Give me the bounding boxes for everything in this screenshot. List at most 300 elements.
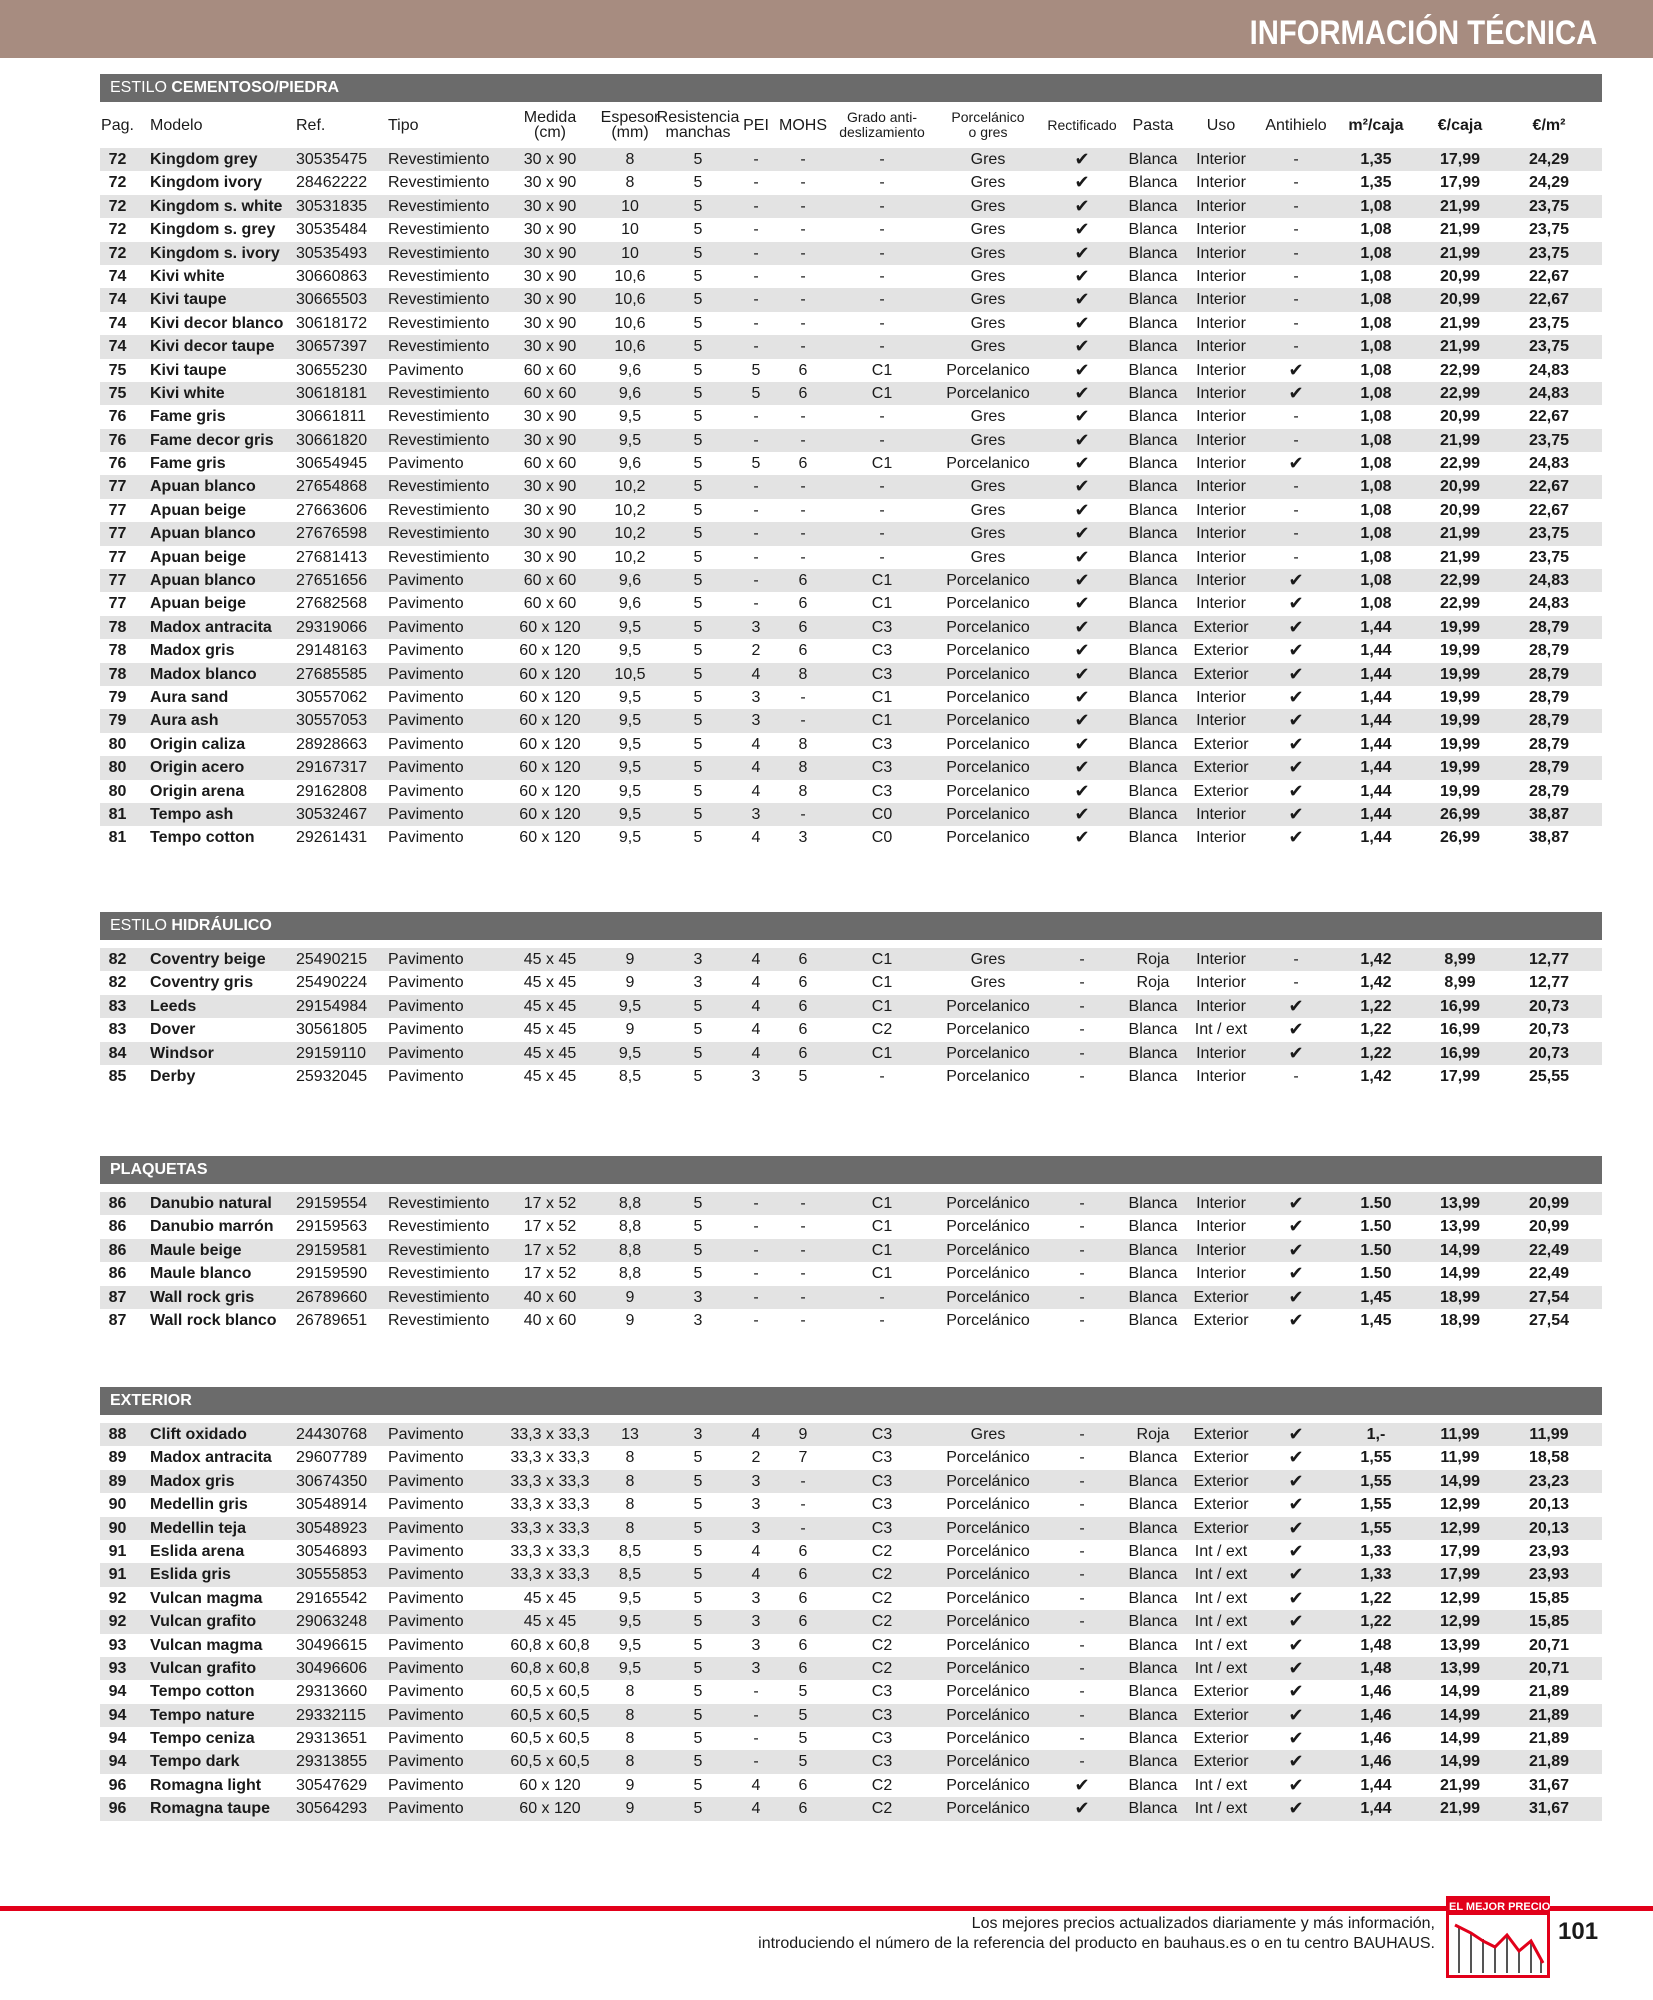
price-per-m2-cell: 20,71 — [1528, 1636, 1570, 1654]
stain-resistance-cell: 5 — [693, 688, 703, 706]
price-per-box-cell: 16,99 — [1439, 1044, 1481, 1062]
model-cell: Apuan blanco — [150, 572, 256, 590]
mohs-cell: - — [800, 548, 806, 566]
price-per-m2-cell: 22,49 — [1528, 1265, 1570, 1283]
pei-cell: - — [753, 595, 759, 613]
model-cell: Vulcan magma — [150, 1636, 263, 1654]
type-cell: Revestimiento — [388, 408, 490, 426]
size-cell: 30 x 90 — [523, 174, 577, 192]
mohs-cell: 6 — [798, 1589, 808, 1607]
price-per-m2-cell: 21,89 — [1528, 1730, 1570, 1748]
col-header-ref: Ref. — [296, 116, 326, 134]
slip-grade-cell: C3 — [871, 735, 893, 753]
size-cell: 60,5 x 60,5 — [510, 1706, 590, 1724]
paste-cell: Blanca — [1128, 1288, 1178, 1306]
rectified-cell: - — [1079, 1241, 1085, 1259]
mohs-cell: - — [800, 688, 806, 706]
slip-grade-cell: - — [879, 221, 885, 239]
thickness-cell: 9,5 — [618, 805, 642, 823]
page-cell: 72 — [108, 244, 127, 262]
page-cell: 74 — [108, 314, 127, 332]
antifrost-cell: ✔ — [1288, 827, 1304, 848]
ref-cell: 29154984 — [296, 997, 368, 1015]
antifrost-cell: - — [1293, 244, 1299, 262]
slip-grade-cell: C3 — [871, 642, 893, 660]
model-cell: Tempo ceniza — [150, 1730, 255, 1748]
ref-cell: 30657397 — [296, 338, 368, 356]
model-cell: Vulcan grafito — [150, 1613, 257, 1631]
stain-resistance-cell: 5 — [693, 455, 703, 473]
price-per-box-cell: 19,99 — [1439, 759, 1481, 777]
pei-cell: - — [753, 197, 759, 215]
page-cell: 72 — [108, 197, 127, 215]
page-cell: 94 — [108, 1730, 127, 1748]
m2-per-box-cell: 1,08 — [1360, 478, 1392, 496]
material-cell: Porcelánico — [946, 1753, 1030, 1771]
use-cell: Interior — [1196, 572, 1246, 590]
mohs-cell: - — [800, 1218, 806, 1236]
paste-cell: Blanca — [1128, 314, 1178, 332]
ref-cell: 27682568 — [296, 595, 368, 613]
pei-cell: - — [753, 174, 759, 192]
page-cell: 86 — [108, 1218, 127, 1236]
section-name: PLAQUETAS — [110, 1161, 208, 1178]
price-per-box-cell: 20,99 — [1439, 267, 1481, 285]
slip-grade-cell: - — [879, 314, 885, 332]
pei-cell: 3 — [751, 688, 761, 706]
page-cell: 72 — [108, 151, 127, 168]
rectified-cell: - — [1079, 1311, 1085, 1329]
price-per-m2-cell: 21,89 — [1528, 1706, 1570, 1724]
page-cell: 85 — [108, 1067, 127, 1085]
m2-per-box-cell: 1,08 — [1360, 431, 1392, 449]
use-cell: Interior — [1196, 829, 1246, 847]
price-per-box-cell: 12,99 — [1439, 1496, 1481, 1514]
price-per-box-cell: 19,99 — [1439, 712, 1481, 730]
price-per-m2-cell: 24,83 — [1528, 572, 1570, 590]
pei-cell: 3 — [751, 1496, 761, 1514]
slip-grade-cell: C2 — [871, 1021, 893, 1039]
antifrost-cell: ✔ — [1288, 1611, 1304, 1632]
type-cell: Pavimento — [388, 735, 464, 753]
price-per-box-cell: 14,99 — [1439, 1683, 1481, 1701]
m2-per-box-cell: 1,44 — [1360, 665, 1392, 683]
section-cementoso-piedra — [100, 74, 1602, 850]
model-cell: Tempo ash — [150, 805, 234, 823]
price-per-box-cell: 14,99 — [1439, 1472, 1481, 1490]
mohs-cell: 6 — [798, 1542, 808, 1560]
size-cell: 60 x 120 — [519, 829, 581, 847]
stain-resistance-cell: 5 — [693, 665, 703, 683]
thickness-cell: 10 — [621, 197, 639, 215]
thickness-cell: 9,5 — [618, 759, 642, 777]
stain-resistance-cell: 5 — [693, 1753, 703, 1771]
type-cell: Pavimento — [388, 1613, 464, 1631]
page-cell: 93 — [108, 1636, 127, 1654]
page-cell: 96 — [108, 1800, 127, 1818]
m2-per-box-cell: 1,33 — [1360, 1542, 1392, 1560]
antifrost-cell: - — [1293, 221, 1299, 239]
thickness-cell: 9,5 — [618, 618, 642, 636]
use-cell: Exterior — [1193, 642, 1249, 660]
rectified-cell: - — [1079, 1519, 1085, 1537]
size-cell: 30 x 90 — [523, 501, 577, 519]
model-cell: Coventry gris — [150, 974, 254, 992]
col-header-m2: m²/caja — [1348, 116, 1404, 134]
price-per-m2-cell: 20,73 — [1528, 1021, 1570, 1039]
antifrost-cell: - — [1293, 951, 1299, 968]
paste-cell: Blanca — [1128, 1683, 1178, 1701]
material-cell: Porcelanico — [946, 455, 1030, 473]
pei-cell: 4 — [751, 997, 761, 1015]
col-header-pei: PEI — [743, 116, 769, 134]
rectified-cell: ✔ — [1074, 265, 1090, 286]
model-cell: Clift oxidado — [150, 1426, 247, 1443]
table-row — [100, 995, 1602, 1018]
table-row — [100, 312, 1602, 335]
page-cell: 87 — [108, 1288, 127, 1306]
table-row — [100, 1065, 1602, 1088]
paste-cell: Blanca — [1128, 688, 1178, 706]
type-cell: Revestimiento — [388, 478, 490, 496]
paste-cell: Blanca — [1128, 501, 1178, 519]
ref-cell: 30557062 — [296, 688, 368, 706]
ref-cell: 29162808 — [296, 782, 368, 800]
price-per-m2-cell: 28,79 — [1528, 782, 1570, 800]
pei-cell: - — [753, 548, 759, 566]
paste-cell: Blanca — [1128, 1195, 1178, 1212]
antifrost-cell: - — [1293, 314, 1299, 332]
thickness-cell: 10,2 — [614, 548, 646, 566]
size-cell: 33,3 x 33,3 — [510, 1449, 590, 1467]
mohs-cell: 9 — [798, 1426, 808, 1443]
mohs-cell: 6 — [798, 618, 808, 636]
mohs-cell: 3 — [798, 829, 808, 847]
price-per-box-cell: 14,99 — [1439, 1730, 1481, 1748]
stain-resistance-cell: 5 — [693, 712, 703, 730]
type-cell: Pavimento — [388, 782, 464, 800]
mohs-cell: - — [800, 1265, 806, 1283]
ref-cell: 29165542 — [296, 1589, 368, 1607]
rectified-cell: ✔ — [1074, 1798, 1090, 1819]
slip-grade-cell: - — [879, 267, 885, 285]
col-header-rectified: Rectificado — [1047, 116, 1117, 133]
mohs-cell: - — [800, 1472, 806, 1490]
use-cell: Interior — [1196, 408, 1246, 426]
rectified-cell: ✔ — [1074, 827, 1090, 848]
model-cell: Madox antracita — [150, 618, 272, 636]
best-price-badge — [1446, 1896, 1550, 1978]
price-per-m2-cell: 22,67 — [1528, 501, 1570, 519]
slip-grade-cell: C1 — [871, 1218, 893, 1236]
use-cell: Exterior — [1193, 618, 1249, 636]
paste-cell: Blanca — [1128, 1659, 1178, 1677]
ref-cell: 29148163 — [296, 642, 368, 660]
col-header-material: Porcelánico o gres — [951, 109, 1025, 140]
material-cell: Gres — [970, 408, 1006, 426]
pei-cell: - — [753, 431, 759, 449]
table-row — [100, 359, 1602, 382]
mohs-cell: - — [800, 291, 806, 309]
thickness-cell: 10 — [621, 221, 639, 239]
use-cell: Exterior — [1193, 1449, 1249, 1467]
material-cell: Porcelanico — [946, 1067, 1030, 1085]
pei-cell: 3 — [751, 618, 761, 636]
thickness-cell: 10,6 — [614, 338, 646, 356]
slip-grade-cell: C3 — [871, 618, 893, 636]
rectified-cell: - — [1079, 1589, 1085, 1607]
page-cell: 80 — [108, 782, 127, 800]
section-title — [100, 912, 1602, 940]
size-cell: 60 x 120 — [519, 782, 581, 800]
pei-cell: - — [753, 338, 759, 356]
thickness-cell: 9,5 — [618, 1589, 642, 1607]
antifrost-cell: ✔ — [1288, 1193, 1304, 1213]
stain-resistance-cell: 5 — [693, 997, 703, 1015]
rectified-cell: - — [1079, 1753, 1085, 1771]
size-cell: 33,3 x 33,3 — [510, 1542, 590, 1560]
stain-resistance-cell: 3 — [693, 1311, 703, 1329]
ref-cell: 29159110 — [296, 1044, 366, 1062]
price-per-m2-cell: 31,67 — [1528, 1776, 1570, 1794]
type-cell: Pavimento — [388, 1589, 464, 1607]
paste-cell: Blanca — [1128, 1044, 1178, 1062]
thickness-cell: 9,5 — [618, 688, 642, 706]
antifrost-cell: ✔ — [1288, 663, 1304, 684]
stain-resistance-cell: 5 — [693, 805, 703, 823]
stain-resistance-cell: 5 — [693, 759, 703, 777]
model-cell: Fame gris — [150, 455, 226, 473]
type-cell: Pavimento — [388, 1776, 464, 1794]
slip-grade-cell: C3 — [871, 1706, 893, 1724]
rectified-cell: ✔ — [1074, 336, 1090, 357]
paste-cell: Roja — [1136, 974, 1170, 992]
page-cell: 91 — [108, 1566, 127, 1584]
antifrost-cell: ✔ — [1288, 1470, 1304, 1491]
m2-per-box-cell: 1,22 — [1360, 997, 1392, 1015]
m2-per-box-cell: 1,35 — [1360, 174, 1392, 192]
mohs-cell: 6 — [798, 1021, 808, 1039]
type-cell: Pavimento — [388, 974, 464, 992]
page-cell: 78 — [108, 642, 127, 660]
mohs-cell: 6 — [798, 595, 808, 613]
use-cell: Exterior — [1193, 1288, 1249, 1306]
m2-per-box-cell: 1,45 — [1360, 1311, 1392, 1329]
material-cell: Gres — [970, 951, 1006, 968]
m2-per-box-cell: 1,42 — [1360, 974, 1392, 992]
mohs-cell: - — [800, 197, 806, 215]
price-per-box-cell: 20,99 — [1439, 408, 1481, 426]
size-cell: 45 x 45 — [523, 1589, 577, 1607]
material-cell: Gres — [970, 431, 1006, 449]
price-per-m2-cell: 15,85 — [1528, 1589, 1570, 1607]
model-cell: Dover — [150, 1021, 196, 1039]
price-per-m2-cell: 22,67 — [1528, 267, 1570, 285]
slip-grade-cell: - — [879, 244, 885, 262]
rectified-cell: ✔ — [1074, 757, 1090, 778]
rectified-cell: - — [1079, 1426, 1085, 1443]
paste-cell: Blanca — [1128, 338, 1178, 356]
use-cell: Interior — [1196, 361, 1246, 379]
use-cell: Interior — [1196, 455, 1246, 473]
ref-cell: 26789651 — [296, 1311, 368, 1329]
size-cell: 60 x 60 — [523, 595, 577, 613]
col-header-eur-box: €/caja — [1437, 116, 1483, 134]
rectified-cell: ✔ — [1074, 523, 1090, 544]
price-per-m2-cell: 28,79 — [1528, 618, 1570, 636]
size-cell: 30 x 90 — [523, 314, 577, 332]
rectified-cell: - — [1079, 1659, 1085, 1677]
ref-cell: 29261431 — [296, 829, 368, 847]
top-banner — [0, 0, 1653, 58]
model-cell: Origin arena — [150, 782, 245, 800]
thickness-cell: 9 — [625, 1776, 635, 1794]
use-cell: Interior — [1196, 384, 1246, 402]
page-cell: 82 — [108, 951, 127, 968]
slip-grade-cell: C1 — [871, 595, 893, 613]
material-cell: Porcelánico — [946, 1288, 1030, 1306]
slip-grade-cell: C1 — [871, 1241, 893, 1259]
pei-cell: - — [753, 572, 759, 590]
slip-grade-cell: - — [879, 548, 885, 566]
antifrost-cell: ✔ — [1288, 593, 1304, 614]
type-cell: Pavimento — [388, 665, 464, 683]
size-cell: 30 x 90 — [523, 244, 577, 262]
m2-per-box-cell: 1,08 — [1360, 267, 1392, 285]
rectified-cell: ✔ — [1074, 476, 1090, 497]
price-per-box-cell: 19,99 — [1439, 642, 1481, 660]
model-cell: Kivi decor taupe — [150, 338, 275, 356]
m2-per-box-cell: 1,08 — [1360, 221, 1392, 239]
type-cell: Revestimiento — [388, 1241, 490, 1259]
stain-resistance-cell: 5 — [693, 1730, 703, 1748]
material-cell: Gres — [970, 267, 1006, 285]
rectified-cell: - — [1079, 1067, 1085, 1085]
mohs-cell: - — [800, 314, 806, 332]
type-cell: Pavimento — [388, 1044, 464, 1062]
antifrost-cell: - — [1293, 338, 1299, 356]
slip-grade-cell: C1 — [871, 974, 893, 992]
stain-resistance-cell: 5 — [693, 1021, 703, 1039]
stain-resistance-cell: 5 — [693, 174, 703, 192]
mohs-cell: - — [800, 174, 806, 192]
size-cell: 60 x 60 — [523, 361, 577, 379]
pei-cell: - — [753, 291, 759, 309]
stain-resistance-cell: 5 — [693, 314, 703, 332]
model-cell: Coventry beige — [150, 951, 266, 968]
ref-cell: 29159590 — [296, 1265, 368, 1283]
material-cell: Gres — [970, 244, 1006, 262]
type-cell: Revestimiento — [388, 338, 490, 356]
price-per-box-cell: 12,99 — [1439, 1519, 1481, 1537]
pei-cell: 4 — [751, 1044, 761, 1062]
paste-cell: Blanca — [1128, 997, 1178, 1015]
thickness-cell: 9,5 — [618, 1636, 642, 1654]
rectified-cell: - — [1079, 1265, 1085, 1283]
pei-cell: 3 — [751, 1519, 761, 1537]
antifrost-cell: ✔ — [1288, 1286, 1304, 1307]
m2-per-box-cell: 1,55 — [1360, 1449, 1392, 1467]
ref-cell: 30618172 — [296, 314, 368, 332]
use-cell: Interior — [1196, 997, 1246, 1015]
antifrost-cell: ✔ — [1288, 382, 1304, 403]
pei-cell: - — [753, 314, 759, 332]
slip-grade-cell: C2 — [871, 1800, 893, 1818]
use-cell: Interior — [1196, 525, 1246, 543]
slip-grade-cell: C1 — [871, 951, 893, 968]
type-cell: Pavimento — [388, 951, 464, 968]
model-cell: Tempo cotton — [150, 829, 255, 847]
material-cell: Porcelánico — [946, 1195, 1030, 1212]
size-cell: 40 x 60 — [523, 1311, 577, 1329]
use-cell: Interior — [1196, 197, 1246, 215]
m2-per-box-cell: 1,46 — [1360, 1683, 1392, 1701]
slip-grade-cell: C3 — [871, 1426, 893, 1443]
ref-cell: 30546893 — [296, 1542, 368, 1560]
price-per-box-cell: 16,99 — [1439, 997, 1481, 1015]
use-cell: Interior — [1196, 338, 1246, 356]
price-per-m2-cell: 23,75 — [1528, 525, 1570, 543]
table-row — [100, 405, 1602, 428]
type-cell: Pavimento — [388, 1426, 464, 1443]
model-cell: Wall rock gris — [150, 1288, 255, 1306]
paste-cell: Blanca — [1128, 1776, 1178, 1794]
material-cell: Gres — [970, 221, 1006, 239]
ref-cell: 28928663 — [296, 735, 368, 753]
thickness-cell: 9 — [625, 974, 635, 992]
paste-cell: Blanca — [1128, 197, 1178, 215]
rectified-cell: ✔ — [1074, 570, 1090, 591]
price-per-m2-cell: 23,93 — [1528, 1542, 1570, 1560]
table-row — [100, 1239, 1602, 1262]
stain-resistance-cell: 5 — [693, 1683, 703, 1701]
thickness-cell: 9,5 — [618, 642, 642, 660]
thickness-cell: 9 — [625, 951, 635, 968]
ref-cell: 29313855 — [296, 1753, 368, 1771]
pei-cell: 4 — [751, 1800, 761, 1818]
type-cell: Revestimiento — [388, 548, 490, 566]
pei-cell: - — [753, 221, 759, 239]
use-cell: Exterior — [1193, 1753, 1249, 1771]
price-chart-icon — [1453, 1919, 1547, 1975]
material-cell: Porcelánico — [946, 1730, 1030, 1748]
material-cell: Gres — [970, 974, 1006, 992]
table-row — [100, 686, 1602, 709]
paste-cell: Blanca — [1128, 1311, 1178, 1329]
type-cell: Revestimiento — [388, 267, 490, 285]
badge-label: EL MEJOR PRECIO — [1449, 1901, 1551, 1913]
pei-cell: - — [753, 151, 759, 168]
mohs-cell: 5 — [798, 1706, 808, 1724]
ref-cell: 30557053 — [296, 712, 368, 730]
slip-grade-cell: C1 — [871, 361, 893, 379]
m2-per-box-cell: 1,08 — [1360, 572, 1392, 590]
stain-resistance-cell: 5 — [693, 197, 703, 215]
pei-cell: 4 — [751, 782, 761, 800]
ref-cell: 30532467 — [296, 805, 368, 823]
price-per-box-cell: 18,99 — [1439, 1288, 1481, 1306]
size-cell: 60,8 x 60,8 — [510, 1659, 590, 1677]
thickness-cell: 9 — [625, 1800, 635, 1818]
price-per-m2-cell: 20,71 — [1528, 1659, 1570, 1677]
slip-grade-cell: C1 — [871, 997, 893, 1015]
m2-per-box-cell: 1,22 — [1360, 1613, 1392, 1631]
mohs-cell: - — [800, 431, 806, 449]
type-cell: Pavimento — [388, 688, 464, 706]
size-cell: 60,5 x 60,5 — [510, 1730, 590, 1748]
mohs-cell: - — [800, 1288, 806, 1306]
table-row — [100, 1423, 1602, 1446]
